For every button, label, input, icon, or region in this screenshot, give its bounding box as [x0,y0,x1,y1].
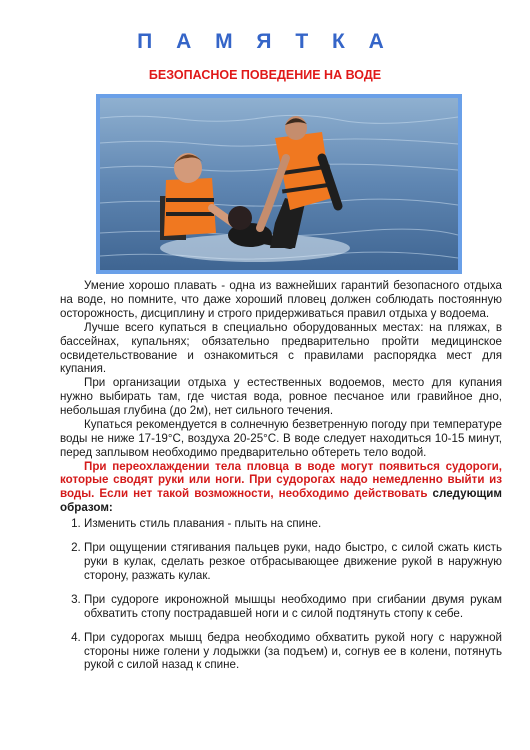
rescue-in-water-photo [96,94,462,274]
cramp-warning-ending: следующим образом: [60,486,502,514]
paragraph-1: Умение хорошо плавать - одна из важнейших гарантий безопасного отдыха на воде, но помните, что даже хороший пловец должен соблюдать постоянную осторожность, дисциплину и строго придерживаться правил отдыха у водоема. [60,279,502,320]
photo-illustration [100,98,458,270]
cramp-step-3: 3. При судороге икроножной мышцы необходимо при сгибании двумя рукам обхватить стопу пострадавшей ноги и с силой подтянуть стопу к себе. [84,593,502,621]
cramp-warning [60,460,502,514]
paragraph-2: Лучше всего купаться в специально оборудованных местах: на пляжах, в бассейнах, купальнях; обязательно предварительно пройти медицинское освидетельствование и ознакомиться с правилами распорядка мест для купания. [60,320,502,376]
cramp-step-4: 4. При судорогах мышц бедра необходимо обхватить рукой ногу с наружной стороны ниже голени у лодыжки (за подъем) и, согнув ее в колени, потянуть рукой с силой назад к спине. [84,631,502,673]
cramp-step-1: 1. Изменить стиль плавания - плыть на спине. [84,517,502,531]
memo-body [60,279,502,682]
cramp-warning-text: При переохлаждении тела пловца в воде могут появиться судороги, которые сводят руки или ноги. При судорогах надо немедленно выйти из воды. Если нет такой возможности, необходимо действовать [60,459,502,500]
page-subtitle: БЕЗОПАСНОЕ ПОВЕДЕНИЕ НА ВОДЕ [148,68,382,82]
cramp-steps-list [60,517,502,672]
paragraph-4: Купаться рекомендуется в солнечную безветренную погоду при температуре воды не ниже 17-19°С, воздуха 20-25°С. В воде следует находиться 10-15 минут, перед заплывом необходимо предварительно обтереть тело водой. [60,418,502,459]
page-title: П А М Я Т К А [137,30,393,53]
paragraph-3: При организации отдыха у естественных водоемов, место для купания нужно выбирать там, где чистая вода, ровное песчаное или гравийное дно, небольшая глубина (до 2м), нет сильного течения. [60,376,502,418]
cramp-step-2: 2. При ощущении стягивания пальцев руки, надо быстро, с силой сжать кисть руки в кулак, сделать резкое отбрасывающее движение рукой в наружную сторону, разжать кулак. [84,541,502,583]
